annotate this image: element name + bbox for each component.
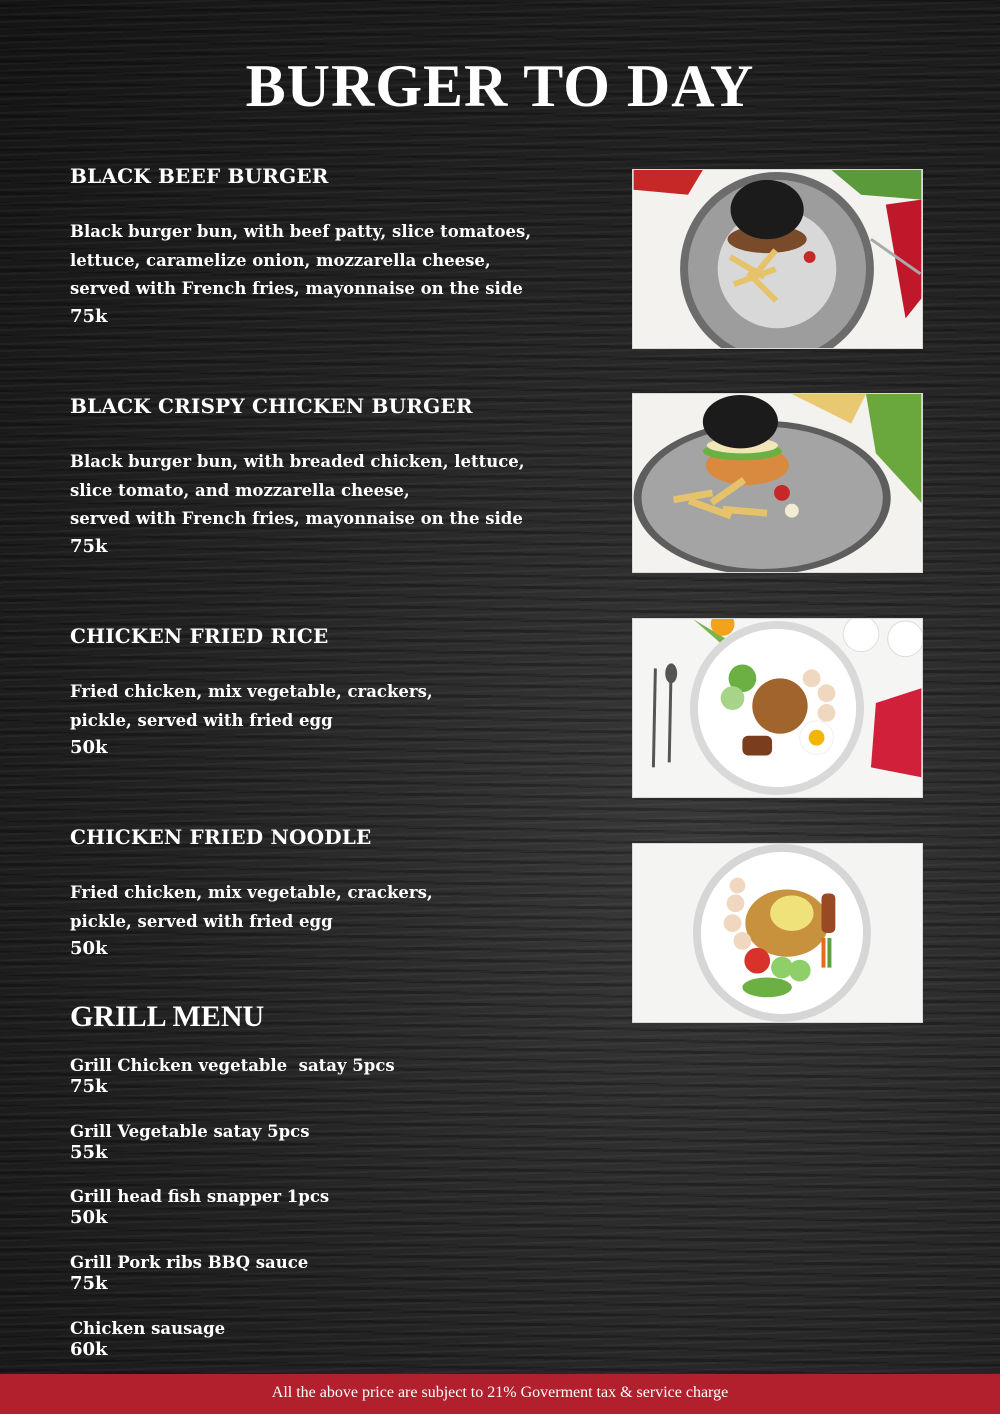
item-description: Fried chicken, mix vegetable, crackers, pickle, served with fried egg xyxy=(70,883,433,931)
grill-item-name: Grill Chicken vegetable satay 5pcs xyxy=(70,1056,395,1075)
item-description: Black burger bun, with breaded chicken, lettuce, slice tomato, and mozzarella cheese, served with French fries, mayonnaise on the side xyxy=(70,452,525,528)
item-name: BLACK CRISPY CHICKEN BURGER xyxy=(70,394,473,418)
menu-item-chicken-fried-noodle xyxy=(70,825,610,962)
grill-item-price: 55k xyxy=(70,1142,108,1163)
item-description: Black burger bun, with beef patty, slice tomatoes, lettuce, caramelize onion, mozzarella cheese, served with French fries, mayonnaise on the side xyxy=(70,222,532,298)
item-price: 75k xyxy=(70,305,108,327)
grill-item-name: Grill Vegetable satay 5pcs xyxy=(70,1122,310,1141)
grill-item-name: Chicken sausage xyxy=(70,1319,226,1338)
grill-item-price: 60k xyxy=(70,1339,108,1360)
grill-item xyxy=(70,1252,570,1294)
page-title: BURGER TO DAY xyxy=(245,53,755,119)
grill-item-name: Grill Pork ribs BBQ sauce xyxy=(70,1253,309,1272)
menu-item-chicken-fried-rice xyxy=(70,624,610,761)
chicken-fried-rice-photo xyxy=(632,618,923,798)
menu-item-black-beef-burger xyxy=(70,164,610,330)
grill-menu-title: GRILL MENU xyxy=(70,1000,265,1033)
grill-item-price: 50k xyxy=(70,1207,108,1228)
grill-item xyxy=(70,1186,570,1228)
item-price: 50k xyxy=(70,938,108,959)
item-price: 75k xyxy=(70,535,108,557)
grill-item-price: 75k xyxy=(70,1076,108,1097)
item-name: CHICKEN FRIED RICE xyxy=(70,624,329,648)
grill-item-name: Grill head fish snapper 1pcs xyxy=(70,1187,330,1206)
footer-bar xyxy=(0,1374,1000,1414)
grill-item-price: 75k xyxy=(70,1273,108,1294)
item-name: BLACK BEEF BURGER xyxy=(70,164,329,188)
footer-note: All the above price are subject to 21% Goverment tax & service charge xyxy=(271,1384,729,1401)
item-description: Fried chicken, mix vegetable, crackers, pickle, served with fried egg xyxy=(70,682,433,730)
grill-item xyxy=(70,1121,570,1163)
menu-item-black-crispy-chicken-burger xyxy=(70,394,610,560)
black-crispy-chicken-burger-photo xyxy=(632,393,923,573)
grill-item xyxy=(70,1318,570,1360)
item-name: CHICKEN FRIED NOODLE xyxy=(70,825,372,849)
grill-item xyxy=(70,1055,570,1097)
chicken-fried-noodle-photo xyxy=(632,843,923,1023)
black-beef-burger-photo xyxy=(632,169,923,349)
item-price: 50k xyxy=(70,737,108,758)
